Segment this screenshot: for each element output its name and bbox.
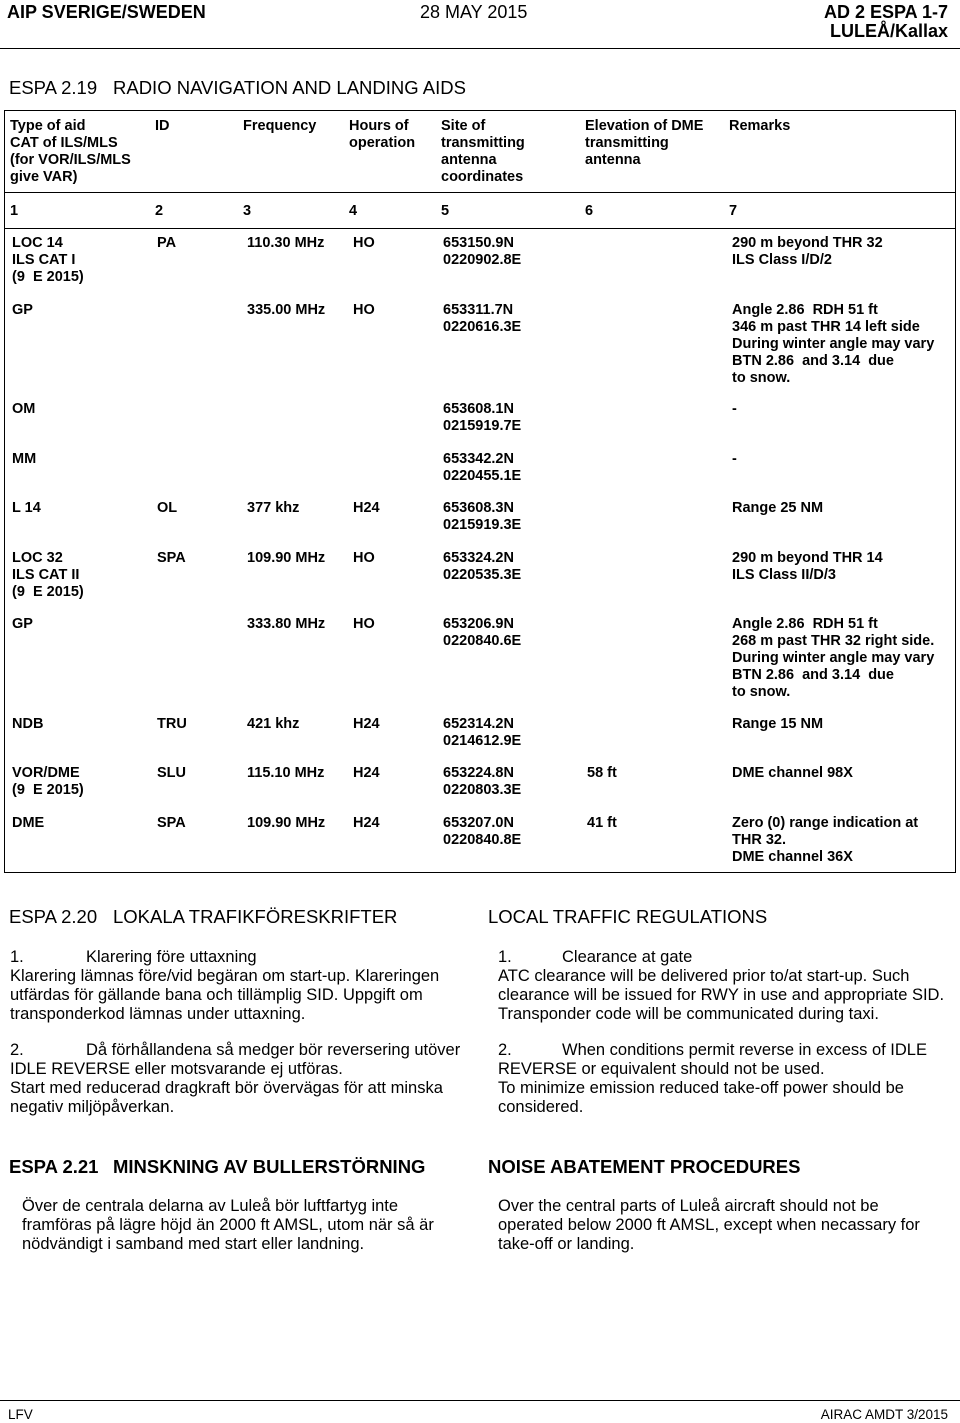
cell-remarks: - (732, 450, 737, 467)
section-title-english: NOISE ABATEMENT PROCEDURES (488, 1156, 801, 1177)
cell-id: SLU (157, 764, 186, 781)
publication-date: 28 MAY 2015 (420, 2, 528, 22)
column-number: 7 (729, 202, 738, 219)
cell-type-of-aid: MM (12, 450, 37, 467)
cell-site-coordinates: 652314.2N 0214612.9E (443, 715, 522, 749)
item-number: 1. (10, 947, 24, 966)
cell-type-of-aid: DME (12, 814, 45, 831)
cell-remarks: Angle 2.86 RDH 51 ft 346 m past THR 14 left side During winter angle may vary BTN 2.86 and 3.14 due to snow. (732, 301, 935, 386)
cell-frequency: 333.80 MHz (247, 615, 326, 632)
cell-type-of-aid: LOC 32 ILS CAT II (9 E 2015) (12, 549, 84, 600)
section-number: ESPA 2.19 (9, 77, 98, 98)
table-row (5, 450, 955, 484)
cell-type-of-aid: L 14 (12, 499, 41, 516)
cell-hours-of-operation: HO (353, 234, 375, 251)
item-number: 2. (498, 1040, 512, 1059)
table-row (5, 615, 955, 700)
cell-type-of-aid: LOC 14 ILS CAT I (9 E 2015) (12, 234, 84, 285)
cell-remarks: - (732, 400, 737, 417)
table-row (5, 301, 955, 386)
section-title-english: LOCAL TRAFFIC REGULATIONS (488, 906, 768, 927)
cell-id: PA (157, 234, 177, 251)
section-number: ESPA 2.21 (9, 1156, 99, 1177)
cell-remarks: Zero (0) range indication at THR 32. DME channel 36X (732, 814, 919, 865)
section-title: RADIO NAVIGATION AND LANDING AIDS (113, 77, 466, 98)
item-title: Då förhållandena så medger bör reversering utöver (86, 1040, 461, 1059)
table-row (5, 764, 955, 798)
table-divider (5, 228, 955, 229)
item-text: ATC clearance will be delivered prior to/at start-up. Such clearance will be issued for RWY in use and appropriate SID. Transponder code will be communicated during taxi. (498, 966, 945, 1023)
table-row (5, 234, 955, 285)
cell-type-of-aid: VOR/DME (9 E 2015) (12, 764, 84, 798)
column-number: 5 (441, 202, 450, 219)
cell-site-coordinates: 653150.9N 0220902.8E (443, 234, 522, 268)
cell-type-of-aid: GP (12, 301, 33, 318)
column-number: 6 (585, 202, 594, 219)
item-title: Klarering före uttaxning (86, 947, 257, 966)
radio-navigation-table (4, 110, 956, 873)
cell-dme-elevation: 58 ft (587, 764, 617, 781)
column-number: 4 (349, 202, 358, 219)
cell-remarks: Range 25 NM (732, 499, 824, 516)
cell-frequency: 335.00 MHz (247, 301, 326, 318)
footer-divider (0, 1400, 960, 1401)
cell-site-coordinates: 653608.3N 0215919.3E (443, 499, 522, 533)
item-text: REVERSE or equivalent should not be used. To minimize emission reduced take-off power should be considered. (498, 1059, 904, 1116)
cell-site-coordinates: 653224.8N 0220803.3E (443, 764, 522, 798)
column-number-row (5, 203, 955, 220)
cell-id: OL (157, 499, 178, 516)
cell-dme-elevation: 41 ft (587, 814, 617, 831)
cell-frequency: 115.10 MHz (247, 764, 325, 781)
noise-abatement-text-swedish: Över de centrala delarna av Luleå bör luftfartyg inte framföras på lägre höjd än 2000 ft AMSL, utom när så är nödvändigt i samband med start eller landning. (22, 1196, 434, 1253)
cell-frequency: 109.90 MHz (247, 549, 326, 566)
column-number: 1 (10, 202, 19, 219)
column-header-site: Site of transmitting antenna coordinates (441, 117, 525, 185)
table-row (5, 499, 955, 533)
aerodrome-name: LULEÅ/Kallax (829, 21, 948, 41)
table-divider (5, 192, 955, 193)
cell-remarks: 290 m beyond THR 14 ILS Class II/D/3 (732, 549, 883, 583)
cell-remarks: DME channel 98X (732, 764, 853, 781)
publication-title: AIP SVERIGE/SWEDEN (7, 2, 206, 22)
cell-hours-of-operation: H24 (353, 499, 380, 516)
column-header-frequency: Frequency (243, 117, 317, 134)
cell-frequency: 110.30 MHz (247, 234, 325, 251)
regulation-item-english (498, 948, 944, 1024)
cell-type-of-aid: NDB (12, 715, 44, 732)
cell-hours-of-operation: HO (353, 301, 375, 318)
item-text: IDLE REVERSE eller motsvarande ej utföras. Start med reducerad dragkraft bör övervägas för att minska negativ miljöpåverkan. (10, 1059, 443, 1116)
item-title: When conditions permit reverse in excess of IDLE (562, 1040, 927, 1059)
cell-type-of-aid: OM (12, 400, 36, 417)
regulation-item-swedish (10, 1041, 460, 1117)
cell-id: SPA (157, 549, 186, 566)
item-title: Clearance at gate (562, 947, 693, 966)
section-title-swedish: MINSKNING AV BULLERSTÖRNING (113, 1156, 426, 1177)
cell-site-coordinates: 653206.9N 0220840.6E (443, 615, 522, 649)
header-divider (0, 48, 960, 49)
section-title-swedish: LOKALA TRAFIKFÖRESKRIFTER (113, 906, 398, 927)
page-reference: AD 2 ESPA 1-7 (823, 2, 948, 22)
cell-id: TRU (157, 715, 187, 732)
cell-remarks: 290 m beyond THR 32 ILS Class I/D/2 (732, 234, 883, 268)
table-header-row (5, 117, 955, 185)
column-header-elevation: Elevation of DME transmitting antenna (585, 117, 704, 168)
cell-site-coordinates: 653342.2N 0220455.1E (443, 450, 522, 484)
item-text: Klarering lämnas före/vid begäran om start-up. Klareringen utfärdas för gällande bana och tillämplig SID. Uppgift om transponderkod lämnas under uttaxning. (10, 966, 440, 1023)
table-row (5, 814, 955, 865)
regulation-item-english (498, 1041, 927, 1117)
cell-type-of-aid: GP (12, 615, 33, 632)
cell-hours-of-operation: HO (353, 615, 375, 632)
section-number: ESPA 2.20 (9, 906, 98, 927)
column-header-type-of-aid: Type of aid CAT of ILS/MLS (for VOR/ILS/MLS give VAR) (10, 117, 131, 185)
column-header-hours: Hours of operation (349, 117, 416, 151)
cell-id: SPA (157, 814, 186, 831)
table-row (5, 549, 955, 600)
cell-site-coordinates: 653311.7N 0220616.3E (443, 301, 522, 335)
cell-frequency: 377 khz (247, 499, 300, 516)
noise-abatement-text-english: Over the central parts of Luleå aircraft should not be operated below 2000 ft AMSL, except when necassary for take-off or landing. (498, 1196, 920, 1253)
cell-hours-of-operation: H24 (353, 764, 380, 781)
column-header-id: ID (155, 117, 170, 134)
column-number: 2 (155, 202, 164, 219)
cell-hours-of-operation: H24 (353, 715, 380, 732)
cell-site-coordinates: 653207.0N 0220840.8E (443, 814, 522, 848)
footer-amendment: AIRAC AMDT 3/2015 (820, 1407, 948, 1422)
item-number: 1. (498, 947, 512, 966)
column-header-remarks: Remarks (729, 117, 791, 134)
cell-hours-of-operation: H24 (353, 814, 380, 831)
item-number: 2. (10, 1040, 24, 1059)
cell-remarks: Range 15 NM (732, 715, 824, 732)
regulation-item-swedish (10, 948, 439, 1024)
footer-publisher: LFV (8, 1407, 33, 1422)
cell-hours-of-operation: HO (353, 549, 375, 566)
table-row (5, 715, 955, 749)
cell-frequency: 421 khz (247, 715, 300, 732)
cell-remarks: Angle 2.86 RDH 51 ft 268 m past THR 32 right side. During winter angle may vary BTN 2.86 and 3.14 due to snow. (732, 615, 935, 700)
column-number: 3 (243, 202, 252, 219)
table-row (5, 400, 955, 434)
cell-site-coordinates: 653608.1N 0215919.7E (443, 400, 522, 434)
cell-site-coordinates: 653324.2N 0220535.3E (443, 549, 522, 583)
cell-frequency: 109.90 MHz (247, 814, 326, 831)
